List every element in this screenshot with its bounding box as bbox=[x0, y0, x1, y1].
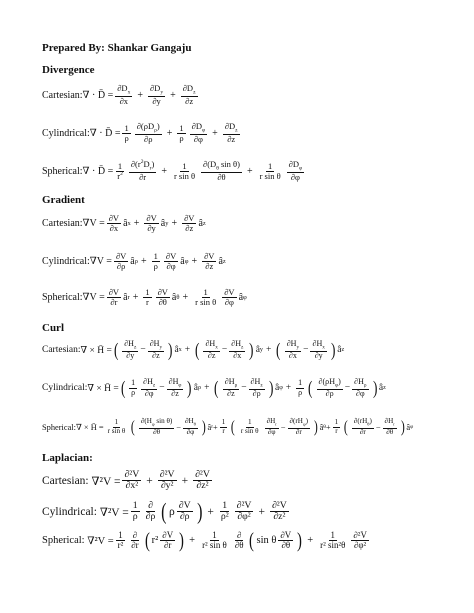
section-gradient: Gradient bbox=[42, 194, 85, 206]
curl-cartesian: Cartesian: ∇ × H̄ = ( $\frac{\partial H_z}{\partial y}$ − $\frac{\partial H_y}{\partial z}$ ) â x + ( $\frac{\partial H_x}{\partial z}$ − $\frac{\partial H_z}{\partial x}$ ) â y + ( $\frac{\partial H_y}{\partial x}$ − $\frac{\partial H_x}{\partial y}$ ) â z bbox=[42, 339, 345, 361]
label-cylindrical: Cylindrical: bbox=[42, 505, 97, 518]
label-cylindrical: Cylindrical: bbox=[42, 127, 90, 139]
grad-lhs: ∇V = bbox=[82, 217, 105, 229]
laplacian-cylindrical: Cylindrical: ∇²V = $\frac{1}{\rho}$ $\frac{\partial}{\partial\rho}$ ( ρ $\frac{\partial V}{\partial\rho}$ ) + $\frac{1}{\text{ρ²}}$ $\frac{\text{∂²V}}{\text{∂φ²}}$ + $\frac{\text{∂²V}}{\text{∂z²}}$ bbox=[42, 499, 287, 524]
label-cartesian: Cartesian: bbox=[42, 345, 81, 356]
lap-lhs: ∇²V = bbox=[87, 535, 114, 547]
curl-lhs: ∇ × H̄ = bbox=[80, 345, 112, 356]
div-lhs: ∇ · D̄ = bbox=[82, 165, 114, 177]
div-lhs: ∇ · D̄ = bbox=[82, 89, 114, 101]
label-spherical: Spherical: bbox=[42, 535, 85, 546]
label-spherical: Spherical: bbox=[42, 291, 83, 303]
label-spherical: Spherical: bbox=[42, 165, 83, 177]
gradient-cylindrical: Cylindrical: ∇V = $\frac{\partial V}{\partial\rho}$ â ρ + $\frac{1}{\rho}$ $\frac{\partial V}{\partial\varphi}$ â φ + $\frac{\partial V}{\partial z}$ â z bbox=[42, 251, 226, 271]
grad-lhs: ∇V = bbox=[89, 255, 112, 267]
label-cartesian: Cartesian: bbox=[42, 89, 83, 101]
label-cylindrical: Cylindrical: bbox=[42, 383, 88, 394]
curl-lhs: ∇ × H̄ = bbox=[87, 383, 119, 394]
section-laplacian: Laplacian: bbox=[42, 452, 93, 464]
label-cartesian: Cartesian: bbox=[42, 217, 83, 229]
section-divergence: Divergence bbox=[42, 64, 95, 76]
curl-lhs: ∇ × H̄ = bbox=[75, 423, 104, 433]
curl-cylindrical: Cylindrical: ∇ × H̄ = ( $\frac{1}{\rho}$ $\frac{\partial H_z}{\partial\varphi}$ − $\frac{\partial H_\varphi}{\partial z}$ ) â ρ + ( $\frac{\partial H_\rho}{\partial z}$ − $\frac{\partial H_z}{\partial\rho}$ ) â φ + $\frac{1}{\rho}$ ( $\frac{\partial(\rho H_\varphi)}{\partial\rho}$ − $\frac{\partial H_\rho}{\partial\varphi}$ ) â z bbox=[42, 377, 386, 399]
prepared-by: Prepared By: Shankar Gangaju bbox=[42, 42, 192, 54]
gradient-cartesian: Cartesian: ∇V = $\frac{\partial V}{\partial x}$ â x + $\frac{\partial V}{\partial y}$ â y + $\frac{\partial V}{\partial z}$ â z bbox=[42, 213, 206, 233]
label-spherical: Spherical: bbox=[42, 422, 76, 432]
curl-spherical: Spherical: ∇ × H̄ = $\frac{1}{\text{r sin θ}}$ ( $\frac{\partial(H_\varphi \sin \theta)}{\partial\theta}$ − $\frac{\partial H_\theta}{\partial\varphi}$ ) â r + $\frac{1}{r}$ ( $\frac{1}{\text{r sin θ}}$ $\frac{\partial H_r}{\partial\varphi}$ − $\frac{\partial(rH_\varphi)}{\partial r}$ ) â θ + $\frac{1}{r}$ ( $\frac{\partial(rH_\theta)}{\partial r}$ − $\frac{\partial H_r}{\partial\theta}$ ) â φ bbox=[42, 416, 414, 437]
laplacian-spherical: Spherical: ∇²V = $\frac{1}{\text{r²}}$ $\frac{\partial}{\partial r}$ ( r² $\frac{\partial V}{\partial r}$ ) + $\frac{1}{\text{r² sin θ}}$ $\frac{\partial}{\partial\theta}$ ( sin θ $\frac{\partial V}{\partial\theta}$ ) + $\frac{1}{\text{r² sin²θ}}$ $\frac{\text{∂²V}}{\text{∂φ²}}$ bbox=[42, 528, 367, 552]
divergence-cartesian: Cartesian: ∇ · D̄ = $\frac{\partial D_x}{\partial x}$ + $\frac{\partial D_y}{\partial y}$ + $\frac{\partial D_z}{\partial z}$ bbox=[42, 83, 196, 107]
laplacian-cartesian: Cartesian: ∇²V = $\frac{\text{∂²V}}{\text{∂x²}}$ + $\frac{\text{∂²V}}{\text{∂y²}}$ + $\frac{\text{∂²V}}{\text{∂z²}}$ bbox=[42, 469, 210, 492]
label-cylindrical: Cylindrical: bbox=[42, 255, 90, 267]
label-cartesian: Cartesian: bbox=[42, 474, 89, 487]
divergence-cylindrical: Cylindrical: ∇ · D̄ = $\frac{1}{\rho}$ $\frac{\partial(\rho D_\rho)}{\partial\rho}$ + $\frac{1}{\rho}$ $\frac{\partial D_\varphi}{\partial\varphi}$ + $\frac{\partial D_z}{\partial z}$ bbox=[42, 121, 238, 145]
gradient-spherical: Spherical: ∇V = $\frac{\partial V}{\partial r}$ â r + $\frac{1}{r}$ $\frac{\partial V}{\partial\theta}$ â θ + $\frac{1}{\text{r sin θ}}$ $\frac{\partial V}{\partial\varphi}$ â φ bbox=[42, 287, 247, 307]
divergence-spherical: Spherical: ∇ · D̄ = $\frac{1}{r^2}$ $\frac{\partial(r^2D_r)}{\partial r}$ + $\frac{1}{\text{r sin θ}}$ $\frac{\partial(D_\theta \sin \theta)}{\partial\theta}$ + $\frac{1}{\text{r sin θ}}$ $\frac{\partial D_\varphi}{\partial\varphi}$ bbox=[42, 159, 303, 183]
div-lhs: ∇ · D̄ = bbox=[89, 127, 121, 139]
lap-lhs: ∇²V = bbox=[91, 475, 121, 488]
lap-lhs: ∇²V = bbox=[99, 506, 129, 519]
section-curl: Curl bbox=[42, 322, 64, 334]
grad-lhs: ∇V = bbox=[82, 291, 105, 303]
